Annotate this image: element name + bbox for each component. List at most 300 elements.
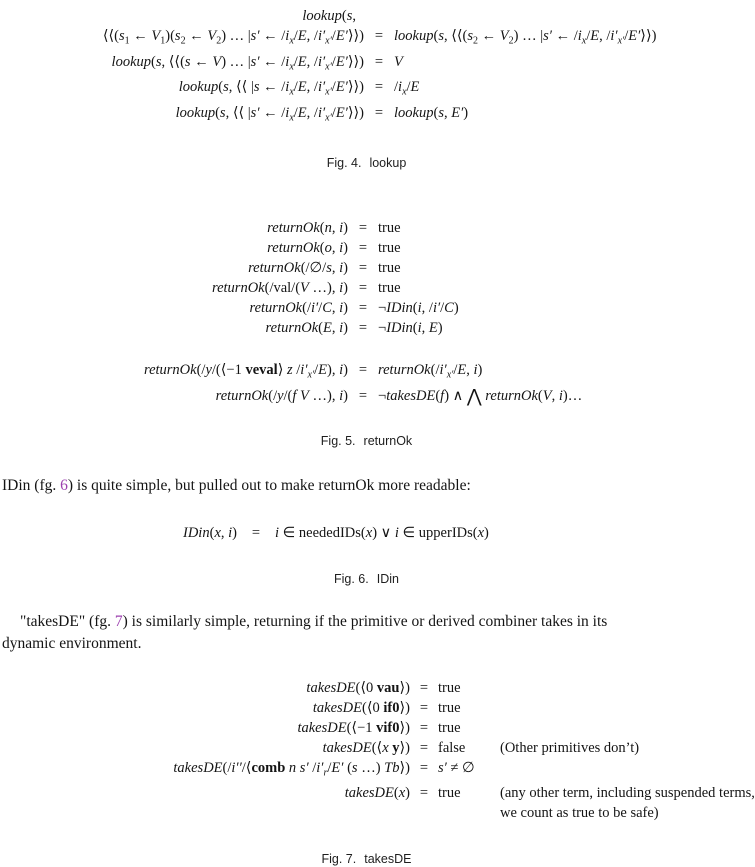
math-segment: s — [438, 105, 444, 121]
equation-rhs — [394, 77, 731, 103]
text-segment: IDin (fg. — [2, 477, 60, 494]
math-segment: i — [285, 28, 289, 44]
math-segment: s′ — [438, 760, 447, 776]
math-segment: E — [298, 105, 307, 121]
equation-rhs — [438, 718, 500, 738]
takesde-intro-paragraph — [2, 611, 731, 655]
math-segment: ( — [413, 320, 418, 336]
equation-rhs — [378, 258, 731, 278]
math-segment: ¬ — [378, 388, 386, 404]
math-segment: x — [582, 36, 586, 47]
math-segment: / — [453, 362, 457, 378]
math-segment: s — [119, 28, 125, 44]
text-segment: dynamic environment. — [2, 635, 141, 652]
equation-row — [2, 386, 731, 406]
equals-sign: = — [410, 758, 438, 784]
math-segment: i — [339, 362, 343, 378]
equation-row — [2, 738, 731, 758]
text-segment: "takesDE" (fg. — [20, 613, 115, 630]
equation-row — [2, 278, 731, 298]
math-segment: E — [590, 28, 599, 44]
equation-lhs — [2, 523, 237, 543]
math-segment: x — [289, 61, 293, 72]
math-segment: n — [325, 220, 332, 236]
math-segment: / — [327, 760, 331, 776]
math-segment: ¬ — [378, 320, 386, 336]
equation-rhs — [378, 218, 731, 238]
math-segment: x — [214, 525, 220, 541]
equals-sign: = — [410, 698, 438, 718]
math-segment: s′ — [543, 28, 552, 44]
math-segment: ) — [478, 362, 483, 378]
equation-row — [2, 698, 731, 718]
math-segment: C — [444, 300, 454, 316]
math-segment: if0 — [383, 700, 399, 716]
math-segment: ⟩) — [400, 760, 411, 776]
math-segment: y — [205, 362, 211, 378]
math-segment: s — [347, 8, 353, 24]
math-segment: ( — [343, 760, 351, 776]
math-segment: f — [292, 388, 296, 404]
math-segment: E — [457, 362, 466, 378]
caption-label: Fig. 7. — [322, 852, 357, 866]
math-segment: i — [339, 280, 343, 296]
math-segment: …), — [309, 280, 339, 296]
math-segment: …), — [309, 388, 339, 404]
math-segment: / — [586, 28, 590, 44]
math-segment: ⟩) — [400, 680, 411, 696]
math-segment: ( — [320, 240, 325, 256]
figure-caption-idin — [2, 571, 731, 587]
math-segment: lookup — [302, 8, 341, 24]
math-segment: x — [289, 112, 293, 123]
math-segment: E′ — [628, 28, 640, 44]
math-segment: , / — [307, 28, 318, 44]
math-segment: x′ — [447, 370, 454, 381]
math-segment: Tb — [384, 760, 399, 776]
math-segment: E — [298, 79, 307, 95]
math-segment: 2 — [216, 36, 221, 47]
math-segment: ) — [343, 320, 348, 336]
math-segment: x′ — [308, 370, 315, 381]
math-segment: , / — [307, 54, 318, 70]
math-segment: i′′ — [231, 760, 241, 776]
figure-caption-lookup — [2, 155, 731, 171]
math-segment: true — [378, 220, 401, 236]
equation-lhs — [2, 258, 348, 278]
math-segment: i — [339, 388, 343, 404]
math-segment: i — [418, 300, 422, 316]
math-segment: x — [289, 87, 293, 98]
math-segment: x′ — [325, 87, 332, 98]
caption-title: returnOk — [364, 434, 413, 448]
math-segment: ) ∧ — [444, 388, 467, 404]
text-segment: ) is similarly simple, returning if the primitive or derived combiner takes in its — [123, 613, 608, 630]
equation-row — [2, 218, 731, 238]
math-segment: /⟨ — [242, 760, 252, 776]
math-segment: ← / — [260, 79, 286, 95]
math-segment: ) — [405, 785, 410, 801]
math-segment: i′ — [318, 79, 325, 95]
math-segment: ) — [343, 300, 348, 316]
math-segment: ≠ ∅ — [447, 760, 475, 776]
math-segment: , — [221, 525, 228, 541]
math-segment: vau — [377, 680, 400, 696]
math-segment: lookup — [394, 105, 433, 121]
equation-rhs — [378, 386, 731, 406]
math-segment: ← — [130, 28, 152, 44]
math-segment: i′ — [316, 760, 323, 776]
math-segment: i′ — [318, 105, 325, 121]
math-segment: y — [277, 388, 283, 404]
math-segment: (/ — [197, 362, 206, 378]
side-note-line: (any other term, including suspended terms, — [500, 783, 755, 803]
equals-sign: = — [348, 360, 378, 386]
math-segment: , ⟨⟨( — [444, 28, 467, 44]
figure-idin — [2, 523, 731, 587]
equation-rhs — [275, 523, 731, 543]
math-segment: (/val/( — [265, 280, 300, 296]
math-segment: takesDE — [345, 785, 394, 801]
math-segment: ( — [394, 785, 399, 801]
equation-row — [2, 718, 731, 738]
caption-label: Fig. 6. — [334, 572, 369, 586]
math-segment: i′ — [433, 300, 440, 316]
math-segment: returnOk — [485, 388, 538, 404]
math-segment: i′ — [318, 28, 325, 44]
math-segment: returnOk — [249, 300, 302, 316]
equation-row — [2, 758, 731, 784]
math-segment: x — [478, 525, 484, 541]
math-segment: x — [366, 525, 372, 541]
figure-lookup — [2, 0, 731, 171]
math-segment: / — [332, 105, 336, 121]
equation-row — [2, 360, 731, 386]
math-segment: / — [624, 28, 628, 44]
math-segment: / — [294, 105, 298, 121]
math-segment: (⟨0 — [356, 680, 377, 696]
math-segment: ⟩) — [400, 700, 411, 716]
math-segment: , — [332, 260, 339, 276]
equals-sign: = — [237, 523, 275, 543]
math-segment: takesDE — [173, 760, 222, 776]
math-segment: ) — [232, 525, 237, 541]
equation-lhs — [2, 77, 364, 103]
math-segment: ( — [342, 8, 347, 24]
math-segment: i — [339, 240, 343, 256]
math-segment: , / — [599, 28, 610, 44]
math-segment: , ⟨⟨ | — [226, 105, 251, 121]
math-segment: true — [378, 280, 401, 296]
math-segment: , / — [307, 105, 318, 121]
math-segment: E — [298, 54, 307, 70]
equation-note — [500, 718, 731, 738]
equation-lhs-continued — [2, 6, 364, 26]
math-segment: / — [294, 54, 298, 70]
math-segment: ← / — [552, 28, 578, 44]
figure-caption-takesde — [2, 851, 731, 867]
math-segment: , — [352, 8, 356, 24]
math-segment: V — [207, 28, 216, 44]
math-segment: i — [473, 362, 477, 378]
math-segment: , ⟨⟨ | — [229, 79, 254, 95]
math-segment: E′ — [336, 105, 348, 121]
equation-row — [2, 523, 731, 543]
math-segment: E′ — [336, 28, 348, 44]
math-segment: ) — [484, 525, 489, 541]
idin-intro-paragraph — [2, 475, 731, 497]
math-segment: true — [378, 260, 401, 276]
equation-rhs — [438, 698, 500, 718]
idin-equations — [2, 523, 731, 543]
math-segment: r — [323, 767, 327, 778]
equals-sign: = — [348, 218, 378, 238]
equation-lhs — [2, 298, 348, 318]
math-segment: lookup — [179, 79, 218, 95]
equation-rhs — [394, 52, 731, 78]
equation-row — [2, 77, 731, 103]
math-segment: IDin — [386, 300, 413, 316]
math-segment: ⟩ — [278, 362, 287, 378]
math-segment: s′ — [251, 54, 260, 70]
caption-title: IDin — [377, 572, 399, 586]
equation-lhs — [2, 318, 348, 338]
equation-note — [500, 758, 731, 784]
math-segment: s — [220, 105, 226, 121]
figure-returnok — [2, 218, 731, 449]
math-segment: ) — [463, 105, 468, 121]
math-segment: i — [339, 260, 343, 276]
math-segment: , — [422, 320, 429, 336]
math-segment: (⟨−1 — [347, 720, 377, 736]
math-segment: ) — [438, 320, 443, 336]
math-segment: E′ — [336, 79, 348, 95]
math-segment: ← / — [260, 105, 286, 121]
math-segment: ) — [343, 240, 348, 256]
equation-lhs — [2, 52, 364, 78]
equals-sign: = — [410, 738, 438, 758]
math-segment: V — [543, 388, 552, 404]
equation-row — [2, 678, 731, 698]
math-segment: i — [339, 320, 343, 336]
math-segment: C — [322, 300, 332, 316]
math-segment: returnOk — [144, 362, 197, 378]
math-segment: ⟩⟩) — [348, 105, 364, 121]
math-segment: x′ — [325, 112, 332, 123]
math-segment: E — [318, 362, 327, 378]
takesde-intro-line1 — [2, 611, 731, 633]
math-segment: true — [438, 720, 461, 736]
caption-title: takesDE — [364, 852, 411, 866]
equation-lhs — [2, 783, 410, 823]
text-segment: ) is quite simple, but pulled out to make returnOk more readable: — [68, 477, 471, 494]
figure-ref-link[interactable]: 6 — [60, 477, 68, 494]
math-segment: ) … | — [514, 28, 543, 44]
math-segment: / — [294, 79, 298, 95]
math-segment: , / — [307, 79, 318, 95]
math-segment: ∈ upperIDs( — [399, 525, 478, 541]
math-segment: i — [418, 320, 422, 336]
equation-lhs — [2, 103, 364, 129]
math-segment: ( — [210, 525, 215, 541]
math-segment: / — [309, 760, 317, 776]
caption-label: Fig. 5. — [321, 434, 356, 448]
math-segment: returnOk — [248, 260, 301, 276]
equation-rhs — [438, 738, 500, 758]
math-segment: , — [332, 320, 339, 336]
equation-rhs — [394, 6, 731, 26]
math-segment: z — [287, 362, 293, 378]
math-segment: ( — [433, 105, 438, 121]
equation-rhs — [438, 678, 500, 698]
math-segment: n — [289, 760, 296, 776]
math-segment: i — [285, 79, 289, 95]
math-segment: x′ — [325, 36, 332, 47]
equation-rhs — [394, 103, 731, 129]
equation-row — [2, 318, 731, 338]
math-segment: , / — [422, 300, 433, 316]
equals-sign: = — [348, 258, 378, 278]
equation-rhs — [438, 758, 500, 784]
math-segment: i — [398, 79, 402, 95]
math-segment: V — [394, 54, 403, 70]
math-segment: 1 — [125, 36, 130, 47]
math-segment: takesDE — [386, 388, 435, 404]
takesde-equations — [2, 678, 731, 824]
math-segment: ← / — [260, 28, 286, 44]
math-segment: ) ∨ — [372, 525, 395, 541]
figure-ref-link[interactable]: 7 — [115, 613, 123, 630]
equals-sign: = — [348, 278, 378, 298]
equals-sign: = — [364, 77, 394, 103]
math-segment: takesDE — [297, 720, 346, 736]
math-segment: (/ — [431, 362, 440, 378]
math-segment: ← — [478, 28, 500, 44]
math-segment: x′ — [325, 61, 332, 72]
equals-column — [364, 6, 394, 26]
math-segment: /(⟨−1 — [212, 362, 246, 378]
math-segment: f — [440, 388, 444, 404]
equation-lhs — [2, 678, 410, 698]
equals-sign: = — [348, 318, 378, 338]
math-segment: E′ — [336, 54, 348, 70]
math-segment: s — [185, 54, 191, 70]
equation-lhs — [2, 238, 348, 258]
math-segment: true — [438, 700, 461, 716]
math-segment: true — [438, 785, 461, 801]
math-segment: (/∅/ — [301, 260, 327, 276]
math-segment: comb — [251, 760, 285, 776]
equation-lhs — [2, 738, 410, 758]
equals-sign: = — [348, 238, 378, 258]
math-segment: returnOk — [267, 220, 320, 236]
math-segment: ) … | — [221, 28, 250, 44]
math-segment: , — [332, 300, 339, 316]
math-segment: returnOk — [267, 240, 320, 256]
math-segment: 2 — [181, 36, 186, 47]
equation-row — [2, 238, 731, 258]
equation-note — [500, 738, 731, 758]
math-segment: vif0 — [376, 720, 399, 736]
math-segment: ( — [320, 220, 325, 236]
math-segment: (/ — [223, 760, 232, 776]
math-segment: …) — [358, 760, 385, 776]
equation-lhs — [2, 758, 410, 784]
math-segment: ( — [413, 300, 418, 316]
math-segment: E — [411, 79, 420, 95]
math-segment: s — [326, 260, 332, 276]
math-segment: i — [339, 300, 343, 316]
math-segment: i — [578, 28, 582, 44]
caption-title: lookup — [369, 156, 406, 170]
equation-row — [2, 103, 731, 129]
math-segment: s — [175, 28, 181, 44]
math-segment: x — [399, 785, 405, 801]
math-segment: returnOk — [266, 320, 319, 336]
math-segment: i′ — [439, 362, 446, 378]
math-segment: )( — [165, 28, 175, 44]
math-segment: returnOk — [212, 280, 265, 296]
math-segment: )… — [563, 388, 582, 404]
math-segment: i — [285, 54, 289, 70]
equation-rhs — [378, 298, 731, 318]
math-segment: 2 — [473, 36, 478, 47]
math-segment: ) — [343, 220, 348, 236]
math-segment: / — [314, 362, 318, 378]
equation-row — [2, 783, 731, 823]
takesde-intro-line2 — [2, 633, 731, 655]
equation-lhs — [2, 386, 348, 406]
math-segment: false — [438, 740, 465, 756]
equation-note — [500, 698, 731, 718]
side-note-line: we count as true to be safe) — [500, 803, 755, 823]
math-segment: true — [378, 240, 401, 256]
lookup-equations — [2, 0, 731, 128]
math-segment: ← — [186, 28, 208, 44]
math-segment: x — [402, 87, 406, 98]
equation-row — [2, 6, 731, 26]
math-segment: IDin — [386, 320, 413, 336]
math-segment: s — [438, 28, 444, 44]
equation-lhs — [2, 360, 348, 386]
math-segment: ⟩⟩) — [348, 79, 364, 95]
math-segment: i — [395, 525, 399, 541]
math-segment: / — [332, 79, 336, 95]
equation-lhs — [2, 278, 348, 298]
math-segment: i — [228, 525, 232, 541]
math-segment: , ⟨⟨( — [162, 54, 185, 70]
math-segment: i′ — [311, 300, 318, 316]
math-segment: ← — [191, 54, 213, 70]
math-segment: ⟩⟩) — [348, 54, 364, 70]
equation-row — [2, 298, 731, 318]
math-segment: ( — [538, 388, 543, 404]
math-segment: / — [293, 362, 301, 378]
math-segment: ¬ — [378, 300, 386, 316]
math-segment: ⟩⟩) — [640, 28, 656, 44]
equation-rhs — [378, 238, 731, 258]
math-segment: s′ — [300, 760, 309, 776]
math-segment: s — [467, 28, 473, 44]
equals-sign: = — [410, 678, 438, 698]
math-segment: , — [332, 220, 339, 236]
math-segment: s′ — [251, 28, 260, 44]
equation-lhs — [2, 718, 410, 738]
math-segment: , — [444, 105, 451, 121]
equation-rhs — [438, 783, 500, 823]
math-segment: ( — [218, 79, 223, 95]
math-segment: /( — [284, 388, 293, 404]
